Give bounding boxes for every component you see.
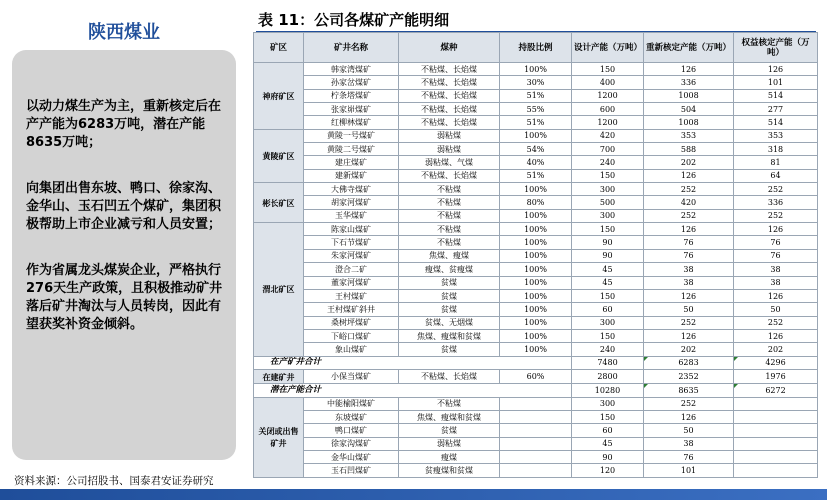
table-row xyxy=(254,451,818,464)
cell-reapproved-capacity: 252 xyxy=(644,316,734,329)
cell-share: 100% xyxy=(500,236,572,249)
cell-mine-name: 下石节煤矿 xyxy=(304,236,399,249)
col-header-design: 设计产能（万吨） xyxy=(572,33,644,63)
col-header-equity: 权益核定产能（万吨） xyxy=(734,33,818,63)
cell-equity-capacity: 514 xyxy=(734,116,818,129)
cell-mine-name: 黄陵一号煤矿 xyxy=(304,129,399,142)
cell-share: 100% xyxy=(500,249,572,262)
cell-design-capacity: 150 xyxy=(572,223,644,236)
cell-share: 51% xyxy=(500,89,572,102)
cell-design-capacity: 300 xyxy=(572,397,644,410)
cell-coal-type: 瘦煤 xyxy=(399,451,500,464)
cell-equity-capacity: 126 xyxy=(734,289,818,302)
cell-equity-capacity: 252 xyxy=(734,316,818,329)
cell-coal-type: 不粘煤、长焰煤 xyxy=(399,116,500,129)
cell-coal-type: 贫瘦煤和贫煤 xyxy=(399,464,500,478)
cell-coal-type: 不粘煤、长焰煤 xyxy=(399,103,500,116)
footer-bar xyxy=(0,489,827,500)
cell-equity-capacity xyxy=(734,411,818,424)
cell-mine-name: 徐家沟煤矿 xyxy=(304,437,399,450)
cell-design-capacity: 240 xyxy=(572,343,644,356)
cell-design-capacity: 60 xyxy=(572,303,644,316)
table-row xyxy=(254,411,818,424)
cell-equity-capacity: 101 xyxy=(734,76,818,89)
cell-design-capacity: 45 xyxy=(572,437,644,450)
cell-coal-type: 贫煤、无烟煤 xyxy=(399,316,500,329)
cell-equity-capacity: 76 xyxy=(734,249,818,262)
table-row xyxy=(254,223,818,236)
cell-mine-name: 象山煤矿 xyxy=(304,343,399,356)
cell-reapproved-capacity: 6283 xyxy=(644,356,734,369)
cell-reapproved-capacity: 126 xyxy=(644,411,734,424)
table-header-row xyxy=(254,33,818,63)
cell-mine-name: 孙家岔煤矿 xyxy=(304,76,399,89)
table-row xyxy=(254,116,818,129)
table-title: 表 11：公司各煤矿产能明细 xyxy=(258,11,450,29)
cell-mine-name: 韩家湾煤矿 xyxy=(304,63,399,76)
cell-mine-name: 建新煤矿 xyxy=(304,169,399,182)
table-row xyxy=(254,236,818,249)
cell-share xyxy=(500,451,572,464)
cell-mine-name: 中能榆阳煤矿 xyxy=(304,397,399,410)
cell-equity-capacity: 38 xyxy=(734,276,818,289)
cell-design-capacity: 150 xyxy=(572,169,644,182)
cell-design-capacity: 600 xyxy=(572,103,644,116)
cell-equity-capacity: 81 xyxy=(734,156,818,169)
cell-share: 55% xyxy=(500,103,572,116)
cell-mine-name: 建庄煤矿 xyxy=(304,156,399,169)
cell-design-capacity: 60 xyxy=(572,424,644,437)
cell-coal-type: 不粘煤、长焰煤 xyxy=(399,369,500,383)
cell-reapproved-capacity: 8635 xyxy=(644,384,734,397)
area-cell: 关闭或出售矿井 xyxy=(254,397,304,477)
cell-equity-capacity xyxy=(734,437,818,450)
cell-equity-capacity: 6272 xyxy=(734,384,818,397)
cell-mine-name: 金华山煤矿 xyxy=(304,451,399,464)
cell-mine-name: 王村煤矿 xyxy=(304,289,399,302)
table-row xyxy=(254,89,818,102)
cell-share: 40% xyxy=(500,156,572,169)
cell-share: 60% xyxy=(500,369,572,383)
col-header-reapproved: 重新核定产能（万吨） xyxy=(644,33,734,63)
cell-share: 100% xyxy=(500,263,572,276)
cell-mine-name: 鸭口煤矿 xyxy=(304,424,399,437)
cell-coal-type: 焦煤、瘦煤和贫煤 xyxy=(399,411,500,424)
source-note: 资料来源：公司招股书、国泰君安证券研究 xyxy=(14,475,214,487)
subtotal-row xyxy=(254,384,818,397)
cell-coal-type: 不粘煤 xyxy=(399,223,500,236)
table-row xyxy=(254,196,818,209)
table-body xyxy=(254,63,818,478)
cell-coal-type: 瘦煤、贫瘦煤 xyxy=(399,263,500,276)
section-title: 陕西煤业 xyxy=(88,22,160,43)
cell-coal-type: 贫煤 xyxy=(399,424,500,437)
cell-reapproved-capacity: 1008 xyxy=(644,89,734,102)
cell-reapproved-capacity: 588 xyxy=(644,143,734,156)
area-cell: 神府矿区 xyxy=(254,63,304,130)
cell-mine-name: 胡家河煤矿 xyxy=(304,196,399,209)
col-header-area: 矿区 xyxy=(254,33,304,63)
cell-equity-capacity xyxy=(734,397,818,410)
cell-design-capacity: 120 xyxy=(572,464,644,478)
table-row xyxy=(254,169,818,182)
cell-reapproved-capacity: 420 xyxy=(644,196,734,209)
cell-coal-type: 贫煤 xyxy=(399,276,500,289)
cell-reapproved-capacity: 202 xyxy=(644,156,734,169)
cell-design-capacity: 300 xyxy=(572,183,644,196)
cell-share: 51% xyxy=(500,169,572,182)
cell-share: 100% xyxy=(500,316,572,329)
cell-coal-type: 不粘煤、长焰煤 xyxy=(399,63,500,76)
col-header-mine: 矿井名称 xyxy=(304,33,399,63)
cell-equity-capacity: 126 xyxy=(734,329,818,342)
cell-share xyxy=(500,411,572,424)
cell-reapproved-capacity: 126 xyxy=(644,169,734,182)
table-row xyxy=(254,209,818,222)
summary-paragraph-3: 作为省属龙头煤炭企业，严格执行276天生产政策，且积极推动矿井落后矿井淘汰与人员转岗，因此有望获奖补资金倾斜。 xyxy=(26,263,223,332)
cell-design-capacity: 400 xyxy=(572,76,644,89)
area-cell: 黄陵矿区 xyxy=(254,129,304,182)
cell-share: 100% xyxy=(500,343,572,356)
cell-mine-name: 张家峁煤矿 xyxy=(304,103,399,116)
cell-share: 100% xyxy=(500,276,572,289)
cell-design-capacity: 500 xyxy=(572,196,644,209)
cell-mine-name: 大佛寺煤矿 xyxy=(304,183,399,196)
cell-coal-type: 不粘煤 xyxy=(399,196,500,209)
cell-design-capacity: 150 xyxy=(572,329,644,342)
cell-equity-capacity: 1976 xyxy=(734,369,818,383)
cell-share: 54% xyxy=(500,143,572,156)
subtotal-row xyxy=(254,356,818,369)
summary-panel xyxy=(12,50,236,460)
cell-share: 100% xyxy=(500,183,572,196)
cell-coal-type: 不粘煤 xyxy=(399,209,500,222)
cell-mine-name: 王村煤矿斜井 xyxy=(304,303,399,316)
cell-share: 51% xyxy=(500,116,572,129)
cell-equity-capacity: 38 xyxy=(734,263,818,276)
cell-equity-capacity: 336 xyxy=(734,196,818,209)
cell-equity-capacity xyxy=(734,451,818,464)
cell-reapproved-capacity: 252 xyxy=(644,183,734,196)
table-row xyxy=(254,129,818,142)
cell-share: 100% xyxy=(500,329,572,342)
cell-coal-type: 弱粘煤 xyxy=(399,143,500,156)
col-header-coal: 煤种 xyxy=(399,33,500,63)
cell-share: 100% xyxy=(500,209,572,222)
cell-coal-type: 弱粘煤 xyxy=(399,437,500,450)
cell-coal-type: 不粘煤 xyxy=(399,236,500,249)
table-row xyxy=(254,343,818,356)
cell-coal-type: 不粘煤、长焰煤 xyxy=(399,76,500,89)
cell-mine-name: 朱家河煤矿 xyxy=(304,249,399,262)
table-row xyxy=(254,249,818,262)
cell-reapproved-capacity: 50 xyxy=(644,424,734,437)
cell-reapproved-capacity: 1008 xyxy=(644,116,734,129)
cell-mine-name: 黄陵二号煤矿 xyxy=(304,143,399,156)
cell-equity-capacity: 50 xyxy=(734,303,818,316)
cell-mine-name: 小保当煤矿 xyxy=(304,369,399,383)
cell-reapproved-capacity: 336 xyxy=(644,76,734,89)
cell-reapproved-capacity: 76 xyxy=(644,249,734,262)
table-row xyxy=(254,397,818,410)
table-row xyxy=(254,76,818,89)
cell-mine-name: 玉石凹煤矿 xyxy=(304,464,399,478)
table-row xyxy=(254,316,818,329)
col-header-share: 持股比例 xyxy=(500,33,572,63)
table-row xyxy=(254,263,818,276)
cell-reapproved-capacity: 252 xyxy=(644,397,734,410)
cell-reapproved-capacity: 126 xyxy=(644,289,734,302)
cell-share: 30% xyxy=(500,76,572,89)
cell-coal-type: 贫煤 xyxy=(399,303,500,316)
cell-equity-capacity: 64 xyxy=(734,169,818,182)
cell-mine-name: 红柳林煤矿 xyxy=(304,116,399,129)
cell-coal-type: 弱粘煤 xyxy=(399,129,500,142)
cell-design-capacity: 2800 xyxy=(572,369,644,383)
capacity-table xyxy=(253,32,818,478)
cell-equity-capacity: 202 xyxy=(734,343,818,356)
cell-equity-capacity: 277 xyxy=(734,103,818,116)
cell-mine-name: 董家河煤矿 xyxy=(304,276,399,289)
cell-equity-capacity: 252 xyxy=(734,209,818,222)
cell-reapproved-capacity: 38 xyxy=(644,437,734,450)
cell-equity-capacity xyxy=(734,424,818,437)
cell-design-capacity: 1200 xyxy=(572,116,644,129)
cell-reapproved-capacity: 76 xyxy=(644,236,734,249)
cell-share xyxy=(500,397,572,410)
table-row xyxy=(254,103,818,116)
cell-reapproved-capacity: 50 xyxy=(644,303,734,316)
cell-share xyxy=(500,464,572,478)
cell-coal-type: 不粘煤、长焰煤 xyxy=(399,169,500,182)
table-row xyxy=(254,329,818,342)
cell-reapproved-capacity: 202 xyxy=(644,343,734,356)
cell-coal-type: 不粘煤 xyxy=(399,397,500,410)
cell-equity-capacity: 353 xyxy=(734,129,818,142)
cell-design-capacity: 150 xyxy=(572,289,644,302)
table-row xyxy=(254,464,818,478)
cell-design-capacity: 7480 xyxy=(572,356,644,369)
cell-share xyxy=(500,437,572,450)
table-row xyxy=(254,156,818,169)
cell-reapproved-capacity: 504 xyxy=(644,103,734,116)
cell-mine-name: 下峪口煤矿 xyxy=(304,329,399,342)
area-cell: 彬长矿区 xyxy=(254,183,304,223)
cell-equity-capacity xyxy=(734,464,818,478)
cell-design-capacity: 150 xyxy=(572,63,644,76)
table-row xyxy=(254,276,818,289)
cell-design-capacity: 90 xyxy=(572,236,644,249)
cell-equity-capacity: 4296 xyxy=(734,356,818,369)
subtotal-label: 潜在产能合计 xyxy=(254,384,572,397)
cell-design-capacity: 90 xyxy=(572,249,644,262)
cell-reapproved-capacity: 101 xyxy=(644,464,734,478)
cell-reapproved-capacity: 353 xyxy=(644,129,734,142)
capacity-table-wrapper xyxy=(253,32,817,478)
cell-design-capacity: 90 xyxy=(572,451,644,464)
cell-reapproved-capacity: 38 xyxy=(644,263,734,276)
cell-design-capacity: 45 xyxy=(572,276,644,289)
cell-design-capacity: 1200 xyxy=(572,89,644,102)
cell-design-capacity: 300 xyxy=(572,209,644,222)
cell-design-capacity: 700 xyxy=(572,143,644,156)
cell-design-capacity: 240 xyxy=(572,156,644,169)
cell-reapproved-capacity: 2352 xyxy=(644,369,734,383)
cell-share: 80% xyxy=(500,196,572,209)
cell-coal-type: 弱粘煤、气煤 xyxy=(399,156,500,169)
cell-coal-type: 贫煤 xyxy=(399,289,500,302)
cell-design-capacity: 420 xyxy=(572,129,644,142)
table-row xyxy=(254,369,818,383)
cell-share xyxy=(500,424,572,437)
summary-paragraph-1: 以动力煤生产为主，重新核定后在产产能为6283万吨，潜在产能8635万吨； xyxy=(26,99,222,150)
cell-mine-name: 陈家山煤矿 xyxy=(304,223,399,236)
cell-design-capacity: 45 xyxy=(572,263,644,276)
cell-equity-capacity: 514 xyxy=(734,89,818,102)
cell-mine-name: 玉华煤矿 xyxy=(304,209,399,222)
table-row xyxy=(254,63,818,76)
cell-mine-name: 澄合二矿 xyxy=(304,263,399,276)
cell-design-capacity: 300 xyxy=(572,316,644,329)
cell-coal-type: 焦煤、瘦煤和贫煤 xyxy=(399,329,500,342)
cell-reapproved-capacity: 126 xyxy=(644,329,734,342)
cell-design-capacity: 10280 xyxy=(572,384,644,397)
cell-share: 100% xyxy=(500,129,572,142)
table-row xyxy=(254,183,818,196)
cell-equity-capacity: 252 xyxy=(734,183,818,196)
cell-reapproved-capacity: 126 xyxy=(644,223,734,236)
cell-equity-capacity: 126 xyxy=(734,63,818,76)
area-cell: 渭北矿区 xyxy=(254,223,304,356)
cell-equity-capacity: 76 xyxy=(734,236,818,249)
cell-share: 100% xyxy=(500,63,572,76)
cell-share: 100% xyxy=(500,223,572,236)
subtotal-label: 在产矿井合计 xyxy=(254,356,572,369)
area-cell: 在建矿井 xyxy=(254,369,304,383)
cell-mine-name: 柠条塔煤矿 xyxy=(304,89,399,102)
cell-design-capacity: 150 xyxy=(572,411,644,424)
cell-coal-type: 贫煤 xyxy=(399,343,500,356)
cell-share: 100% xyxy=(500,289,572,302)
table-row xyxy=(254,289,818,302)
table-row xyxy=(254,303,818,316)
cell-reapproved-capacity: 126 xyxy=(644,63,734,76)
cell-mine-name: 桑树坪煤矿 xyxy=(304,316,399,329)
cell-coal-type: 焦煤、瘦煤 xyxy=(399,249,500,262)
table-row xyxy=(254,143,818,156)
table-row xyxy=(254,424,818,437)
cell-mine-name: 东坡煤矿 xyxy=(304,411,399,424)
cell-equity-capacity: 318 xyxy=(734,143,818,156)
cell-share: 100% xyxy=(500,303,572,316)
cell-coal-type: 不粘煤、长焰煤 xyxy=(399,89,500,102)
cell-reapproved-capacity: 252 xyxy=(644,209,734,222)
cell-reapproved-capacity: 38 xyxy=(644,276,734,289)
summary-paragraph-2: 向集团出售东坡、鸭口、徐家沟、金华山、玉石凹五个煤矿，集团积极帮助上市企业减亏和人员安置； xyxy=(26,181,222,232)
cell-coal-type: 不粘煤 xyxy=(399,183,500,196)
cell-equity-capacity: 126 xyxy=(734,223,818,236)
cell-reapproved-capacity: 76 xyxy=(644,451,734,464)
table-row xyxy=(254,437,818,450)
